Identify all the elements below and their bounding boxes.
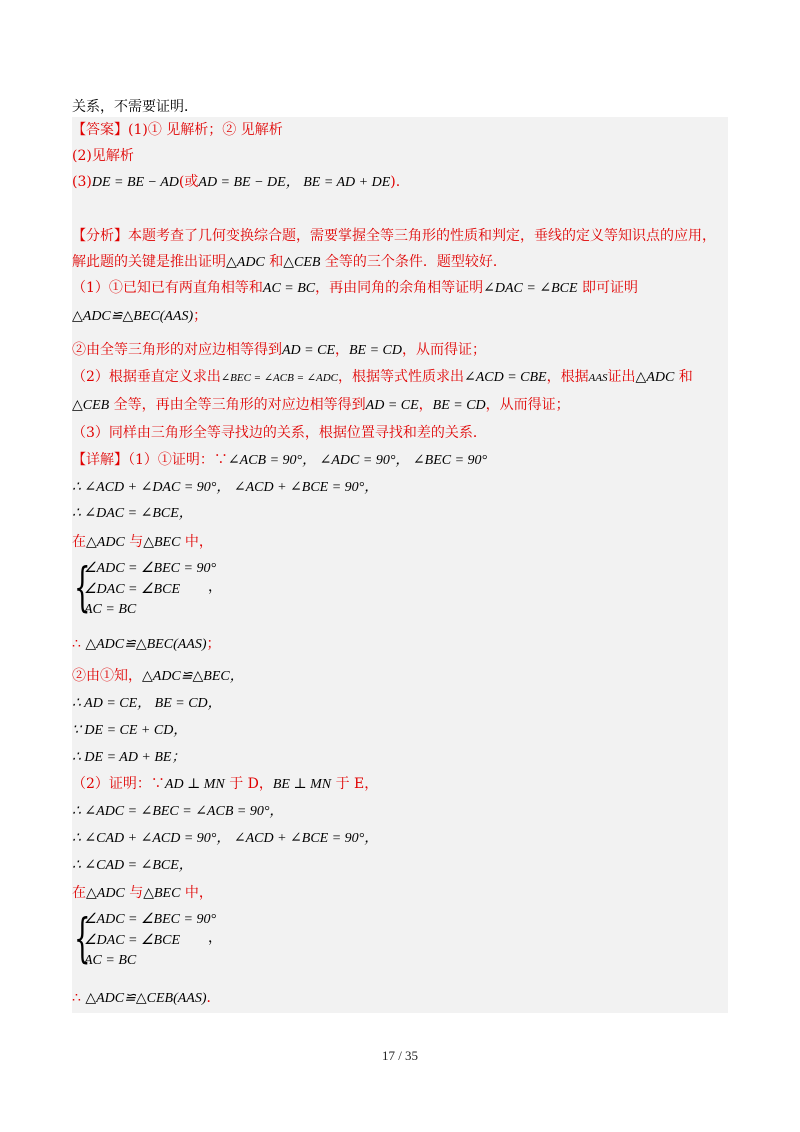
analysis-7-text-c: ，从而得证； bbox=[485, 397, 570, 413]
analysis-2-text-c: 全等的三个条件．题型较好． bbox=[320, 254, 507, 270]
detail-line-8: ∵ DE = CE + CD， bbox=[72, 723, 188, 738]
analysis-6-formula-1: ∠BEC = ∠ACB = ∠ADC bbox=[220, 372, 338, 384]
detail-5-congruence: △ADC≌△BEC(AAS) bbox=[85, 637, 207, 652]
analysis-7-text-a: 全等，再由全等三角形的对应边相等得到 bbox=[109, 397, 366, 413]
detail-14-text-a: 在 bbox=[72, 885, 86, 901]
analysis-3-text-b: ，再由同角的余角相等证明 bbox=[315, 280, 484, 296]
detail-1-text: 【详解】（1）①证明：∵ bbox=[72, 452, 228, 468]
detail-14-text-c: 中， bbox=[180, 885, 213, 901]
detail-10-text-c: 于 E， bbox=[331, 776, 379, 792]
detail-14-text-b: 与 bbox=[124, 885, 144, 901]
equation-system-1 bbox=[74, 558, 234, 622]
detail-4-text-b: 与 bbox=[124, 534, 144, 550]
analysis-7-text-b: ， bbox=[418, 397, 433, 413]
analysis-2-text-b: 和 bbox=[264, 254, 284, 270]
detail-line-14 bbox=[72, 883, 213, 904]
detail-14-triangle-2: △BEC bbox=[143, 886, 181, 901]
detail-line-4 bbox=[72, 532, 213, 553]
detail-4-text-a: 在 bbox=[72, 534, 86, 550]
detail-5-therefore: ∴ bbox=[72, 636, 86, 652]
analysis-6-text-e: 和 bbox=[674, 369, 693, 385]
analysis-line-4 bbox=[72, 306, 207, 327]
answer-3-prefix: (3) bbox=[72, 174, 92, 190]
answer-3-end: ). bbox=[390, 174, 401, 190]
detail-15-end: ． bbox=[206, 990, 221, 1006]
detail-line-3: ∴ ∠DAC = ∠BCE， bbox=[72, 506, 193, 521]
detail-line-10 bbox=[72, 774, 378, 795]
analysis-6-text-c: ，根据 bbox=[546, 369, 589, 385]
analysis-line-7 bbox=[72, 395, 570, 416]
detail-10-formula-2: BE ⊥ MN bbox=[272, 777, 332, 792]
detail-4-text-c: 中， bbox=[180, 534, 213, 550]
detail-14-triangle-1: △ADC bbox=[86, 886, 125, 901]
detail-line-9: ∴ DE = AD + BE； bbox=[72, 750, 186, 765]
detail-6-congruence: △ADC≌△BEC， bbox=[142, 669, 244, 684]
analysis-line-6 bbox=[72, 367, 693, 388]
detail-10-formula-1: AD ⊥ MN bbox=[164, 777, 225, 792]
analysis-5-formula-1: AD = CE bbox=[282, 343, 335, 358]
system-1-comma: ， bbox=[208, 579, 222, 595]
analysis-7-triangle: △CEB bbox=[72, 398, 110, 413]
analysis-3-formula-1: AC = BC bbox=[262, 281, 316, 296]
equation-system-2 bbox=[74, 909, 234, 973]
analysis-5-text-a: ②由全等三角形的对应边相等得到 bbox=[72, 342, 282, 358]
detail-line-7: ∴ AD = CE， BE = CD， bbox=[72, 696, 222, 711]
system-2-comma: ， bbox=[208, 930, 222, 946]
triangle-ceb: △CEB bbox=[283, 255, 321, 270]
detail-4-triangle-2: △BEC bbox=[143, 535, 181, 550]
detail-line-11: ∴ ∠ADC = ∠BEC = ∠ACB = 90°， bbox=[72, 804, 284, 819]
detail-6-text: ②由①知， bbox=[72, 668, 142, 684]
detail-15-therefore: ∴ bbox=[72, 990, 86, 1006]
system-2-row-2: ∠DAC = ∠BCE bbox=[84, 933, 180, 948]
detail-1-formula: ∠ACB = 90°， ∠ADC = 90°， ∠BEC = 90° bbox=[227, 453, 488, 468]
analysis-6-text-b: ，根据等式性质求出 bbox=[337, 369, 464, 385]
analysis-3-formula-2: ∠DAC = ∠BCE bbox=[483, 281, 578, 296]
detail-10-text-b: 于 D， bbox=[224, 776, 273, 792]
detail-line-15 bbox=[72, 988, 221, 1009]
detail-10-text-a: （2）证明：∵ bbox=[72, 776, 165, 792]
analysis-line-2 bbox=[72, 252, 507, 273]
detail-line-1 bbox=[72, 450, 487, 471]
detail-15-congruence: △ADC≌△CEB(AAS) bbox=[85, 991, 207, 1006]
left-brace-icon: { bbox=[74, 558, 91, 618]
detail-4-triangle-1: △ADC bbox=[86, 535, 125, 550]
analysis-6-aas: AAS bbox=[588, 372, 608, 384]
system-1-row-1: ∠ADC = ∠BEC = 90° bbox=[84, 561, 217, 576]
analysis-6-formula-2: ∠ACD = CBE bbox=[463, 370, 547, 385]
analysis-line-1: 【分析】本题考查了几何变换综合题，需要掌握全等三角形的性质和判定，垂线的定义等知识点的应用， bbox=[72, 228, 716, 244]
system-2-row-3: AC = BC bbox=[84, 953, 137, 968]
analysis-line-8: （3）同样由三角形全等寻找边的关系，根据位置寻找和差的关系． bbox=[72, 425, 487, 441]
detail-line-6 bbox=[72, 666, 244, 687]
left-brace-icon: { bbox=[74, 909, 91, 969]
system-1-row-3: AC = BC bbox=[84, 602, 137, 617]
analysis-5-formula-2: BE = CD bbox=[349, 343, 402, 358]
analysis-5-text-b: ， bbox=[335, 342, 349, 358]
answer-3-formula-1: DE = BE − AD bbox=[91, 175, 179, 190]
analysis-line-3 bbox=[72, 278, 638, 299]
detail-line-2: ∴ ∠ACD + ∠DAC = 90°， ∠ACD + ∠BCE = 90°， bbox=[72, 480, 379, 495]
analysis-3-text-c: 即可证明 bbox=[577, 280, 638, 296]
triangle-adc: △ADC bbox=[226, 255, 265, 270]
analysis-7-formula-2: BE = CD bbox=[432, 398, 486, 413]
carryover-text: 关系，不需要证明． bbox=[72, 99, 198, 115]
answer-line-2: (2)见解析 bbox=[72, 148, 134, 164]
analysis-4-congruence: △ADC≌△BEC(AAS) bbox=[72, 309, 194, 324]
analysis-line-5 bbox=[72, 340, 486, 361]
detail-line-5 bbox=[72, 634, 221, 655]
analysis-2-text-a: 解此题的关键是推出证明 bbox=[72, 254, 226, 270]
analysis-6-text-d: 证出 bbox=[607, 369, 636, 385]
analysis-3-text-a: （1）①已知已有两直角相等和 bbox=[72, 280, 263, 296]
system-2-row-1: ∠ADC = ∠BEC = 90° bbox=[84, 912, 217, 927]
answer-line-1: 【答案】(1)① 见解析；② 见解析 bbox=[72, 122, 283, 138]
analysis-5-text-c: ，从而得证； bbox=[402, 342, 486, 358]
answer-3-text: (或 bbox=[178, 174, 199, 190]
detail-5-end: ； bbox=[206, 636, 221, 652]
analysis-6-text-a: （2）根据垂直定义求出 bbox=[72, 369, 221, 385]
answer-3-formula-2: AD = BE − DE， BE = AD + DE bbox=[198, 175, 391, 190]
analysis-6-triangle: △ADC bbox=[635, 370, 675, 385]
answer-line-3 bbox=[72, 172, 400, 193]
system-1-row-2: ∠DAC = ∠BCE bbox=[84, 582, 180, 597]
analysis-4-end: ； bbox=[193, 308, 208, 324]
analysis-7-formula-1: AD = CE bbox=[365, 398, 419, 413]
detail-line-13: ∴ ∠CAD = ∠BCE， bbox=[72, 858, 193, 873]
detail-line-12: ∴ ∠CAD + ∠ACD = 90°， ∠ACD + ∠BCE = 90°， bbox=[72, 831, 379, 846]
page-number: 17 / 35 bbox=[381, 1048, 419, 1063]
